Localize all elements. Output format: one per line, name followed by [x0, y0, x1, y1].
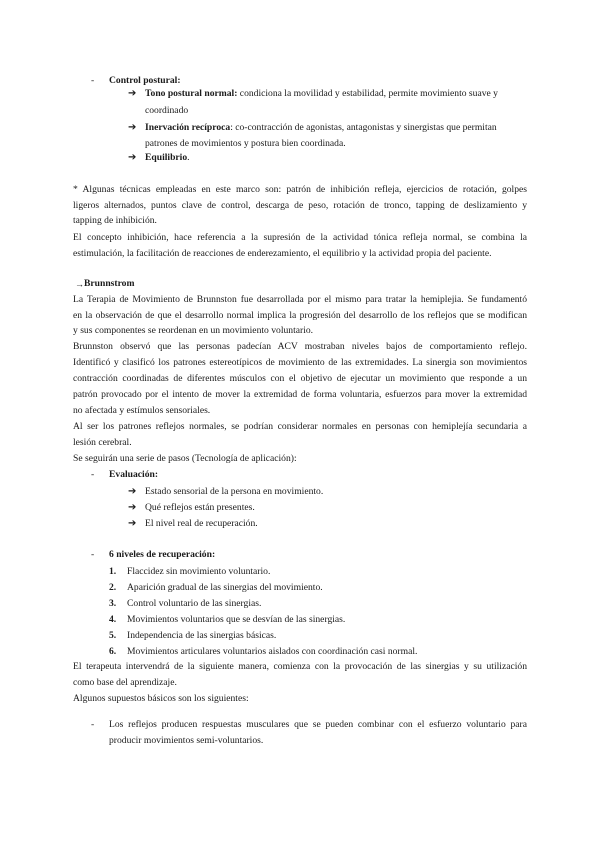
paragraph-line: contracción coordinadas de diferentes músculos con el objetivo de ejecutar un movimiento que responde a un — [73, 373, 527, 384]
paragraph-line: y sus componentes se reordenan en un movimiento voluntario. — [73, 325, 314, 336]
arrow-bullet-icon: ➔ — [128, 486, 137, 497]
list-item-continuation: patrones de movimientos y postura bien coordinada. — [145, 138, 346, 149]
list-number: 3. — [109, 598, 117, 609]
paragraph-line: Brunnston observó que las personas padecían ACV mostraban niveles bajos de comportamiento reflejo. — [73, 341, 527, 352]
paragraph-line: tapping de inhibición. — [73, 215, 157, 226]
paragraph-line: Identificó y clasificó los patrones estereotípicos de movimiento de las extremidades. La sinergia son movimientos — [73, 357, 527, 368]
list-item: Equilibrio. — [145, 152, 190, 163]
paragraph-line: La Terapia de Movimiento de Brunnston fue desarrollada por el mismo para tratar la hemiplejia. Se fundamentó — [73, 294, 527, 305]
paragraph-line: lesión cerebral. — [73, 437, 132, 448]
paragraph-line: como base del aprendizaje. — [73, 677, 177, 688]
paragraph-line: Al ser los patrones reflejos normales, se podrían considerar normales en personas con hemiplejía secundaria a — [73, 421, 527, 432]
arrow-bullet-icon: ➔ — [128, 152, 137, 163]
list-dash: - — [91, 75, 95, 86]
paragraph-line: El concepto inhibición, hace referencia a la supresión de la actividad tónica refleja normal, se combina la — [73, 232, 527, 243]
list-item-continuation: coordinado — [145, 105, 189, 116]
list-item: Qué reflejos están presentes. — [145, 502, 255, 513]
list-item-continuation: producir movimientos semi-voluntarios. — [109, 735, 264, 746]
paragraph-line: patrón provocado por el intento de mover la extremidad de forma voluntaria, esfuerzos para mover la extremidad — [73, 389, 527, 400]
section-heading: Control postural: — [109, 75, 181, 86]
arrow-heading-icon: → — [75, 279, 84, 289]
list-item: Aparición gradual de las sinergias del movimiento. — [127, 582, 323, 593]
arrow-bullet-icon: ➔ — [128, 502, 137, 513]
list-item: Estado sensorial de la persona en movimiento. — [145, 486, 324, 497]
list-dash: - — [91, 719, 95, 730]
paragraph-line: no afectada y estímulos sensoriales. — [73, 405, 211, 416]
list-item: Tono postural normal: condiciona la movilidad y estabilidad, permite movimiento suave y — [145, 88, 498, 99]
list-item: Inervación recíproca: co-contracción de agonistas, antagonistas y sinergistas que permitan — [145, 122, 497, 133]
list-item: Flaccidez sin movimiento voluntario. — [127, 566, 271, 577]
arrow-bullet-icon: ➔ — [128, 88, 137, 99]
list-dash: - — [91, 469, 95, 480]
section-heading: Brunnstrom — [84, 278, 135, 289]
paragraph-line: en la observación de que el desarrollo normal implica la progresión del desarrollo de los reflejos que se modifican — [73, 310, 527, 321]
list-number: 2. — [109, 582, 117, 593]
list-item: Movimientos voluntarios que se desvían de las sinergias. — [127, 614, 346, 625]
arrow-bullet-icon: ➔ — [128, 518, 137, 529]
paragraph-line: El terapeuta intervendrá de la siguiente manera, comienza con la provocación de las sinergias y su utilización — [73, 661, 527, 672]
list-number: 5. — [109, 630, 117, 641]
list-number: 6. — [109, 646, 117, 657]
paragraph-line: Se seguirán una serie de pasos (Tecnología de aplicación): — [73, 453, 297, 464]
list-number: 1. — [109, 566, 117, 577]
section-heading: 6 niveles de recuperación: — [109, 549, 216, 560]
list-item: Los reflejos producen respuestas musculares que se pueden combinar con el esfuerzo voluntario para — [109, 719, 527, 730]
list-dash: - — [91, 549, 95, 560]
paragraph-line: Algunos supuestos básicos son los siguientes: — [73, 693, 249, 704]
list-item: Movimientos articulares voluntarios aislados con coordinación casi normal. — [127, 646, 418, 657]
section-heading: Evaluación: — [109, 469, 159, 480]
list-item: Independencia de las sinergias básicas. — [127, 630, 277, 641]
list-item: Control voluntario de las sinergias. — [127, 598, 262, 609]
list-item: El nivel real de recuperación. — [145, 518, 258, 529]
arrow-bullet-icon: ➔ — [128, 122, 137, 133]
paragraph-line: estimulación, la facilitación de reacciones de enderezamiento, el equilibrio y la actividad propia del paciente. — [73, 248, 492, 259]
paragraph-line: * Algunas técnicas empleadas en este marco son: patrón de inhibición refleja, ejercicios de rotación, golpes — [73, 184, 527, 195]
paragraph-line: ligeros alternados, puntos clave de control, descarga de peso, rotación de tronco, tapping de deslizamiento y — [73, 200, 527, 211]
list-number: 4. — [109, 614, 117, 625]
